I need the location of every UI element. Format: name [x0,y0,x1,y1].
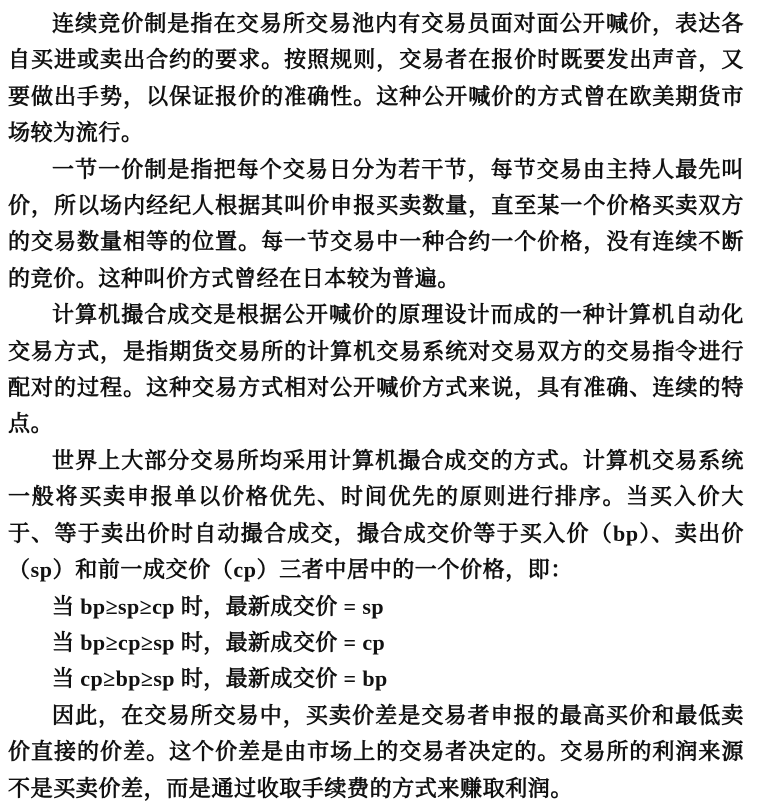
formula-line-cp: 当 bp≥cp≥sp 时，最新成交价 = cp [52,629,386,655]
paragraph-continuous-auction-system: 连续竞价制是指在交易所交易池内有交易员面对面公开喊价，表达各自买进或卖出合约的要求。按照规则，交易者在报价时既要发出声音，又要做出手势，以保证报价的准确性。这种公开喊价的方式曾在欧美期货市场较为流行。 [8,11,744,146]
paragraph-bid-ask-spread-conclusion: 因此，在交易所交易中，买卖价差是交易者申报的最高买价和最低卖价直接的价差。这个价差是由市场上的交易者决定的。交易所的利润来源不是买卖价差，而是通过收取手续费的方式来赚取利润。 [8,702,744,801]
paragraph-computer-matching-intro: 计算机撮合成交是根据公开喊价的原理设计而成的一种计算机自动化交易方式，是指期货交易所的计算机交易系统对交易双方的交易指令进行配对的过程。这种交易方式相对公开喊价方式来说，具有准确、连续的特点。 [8,302,744,437]
formula-line-bp: 当 cp≥bp≥sp 时，最新成交价 = bp [52,666,388,692]
paragraph-one-price-per-session-system: 一节一价制是指把每个交易日分为若干节，每节交易由主持人最先叫价，所以场内经纪人根据其叫价申报买卖数量，直至某一个价格买卖双方的交易数量相等的位置。每一节交易中一种合约一个价格，没有连续不断的竞价。这种叫价方式曾经在日本较为普遍。 [8,156,744,291]
paragraph-matching-price-rule: 世界上大部分交易所均采用计算机撮合成交的方式。计算机交易系统一般将买卖申报单以价格优先、时间优先的原则进行排序。当买入价大于、等于卖出价时自动撮合成交，撮合成交价等于买入价（bp）、卖出价（sp）和前一成交价（cp）三者中居中的一个价格，即： [8,447,744,583]
formula-line-sp: 当 bp≥sp≥cp 时，最新成交价 = sp [52,593,384,619]
